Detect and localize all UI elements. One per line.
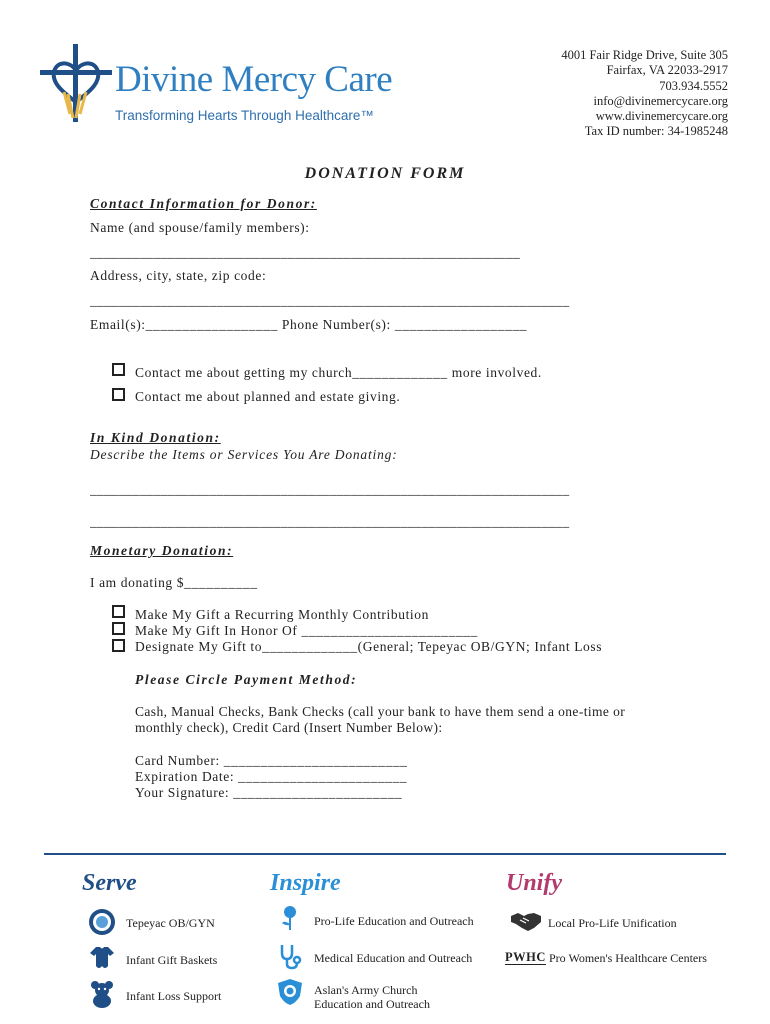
- address-label: Address, city, state, zip code:: [90, 268, 267, 283]
- lion-shield-icon: [276, 978, 304, 1006]
- unify-title: Unify: [506, 870, 562, 896]
- designate-label: Designate My Gift to_____________(General; Tepeyac OB/GYN; Infant Loss: [135, 639, 603, 654]
- address-line-street: 4001 Fair Ridge Drive, Suite 305: [561, 48, 728, 62]
- church-checkbox[interactable]: [112, 363, 125, 376]
- contact-heading: Contact Information for Donor:: [90, 196, 317, 211]
- church-checkbox-label: Contact me about getting my church_____________ more involved.: [135, 365, 542, 380]
- inspire-item-prolife: Pro-Life Education and Outreach: [314, 914, 474, 928]
- teddy-bear-icon: [88, 980, 116, 1008]
- in-kind-heading: In Kind Donation:: [90, 430, 221, 445]
- monetary-heading: Monetary Donation:: [90, 543, 234, 558]
- inspire-item-medical: Medical Education and Outreach: [314, 951, 473, 965]
- unify-item-local: Local Pro-Life Unification: [548, 916, 677, 930]
- donation-amount-field[interactable]: I am donating $__________: [90, 575, 258, 590]
- signature-field[interactable]: Your Signature: _______________________: [135, 785, 403, 800]
- address-block: [561, 48, 728, 140]
- estate-checkbox[interactable]: [112, 388, 125, 401]
- form-title: DONATION FORM: [304, 165, 466, 182]
- brand-name: Divine Mercy Care: [115, 59, 393, 100]
- pwhc-logo: PWHC: [505, 950, 546, 964]
- name-field[interactable]: _____________________________________________________________: [90, 245, 521, 260]
- payment-heading: Please Circle Payment Method:: [135, 672, 358, 687]
- in-kind-field-2[interactable]: ____________________________________________________________________: [90, 514, 570, 529]
- address-field[interactable]: ____________________________________________________________________: [90, 293, 570, 308]
- inspire-item-aslans-army: Aslan's Army Church: [314, 983, 418, 997]
- email-phone-fields[interactable]: Email(s):__________________ Phone Number(s): __________________: [90, 317, 528, 332]
- tepeyac-circle-icon: [88, 908, 116, 936]
- serve-item-tepeyac: Tepeyac OB/GYN: [126, 916, 215, 930]
- serve-item-loss-support: Infant Loss Support: [126, 989, 222, 1003]
- rose-icon: [276, 904, 304, 932]
- serve-title: Serve: [82, 870, 137, 896]
- unify-item-pwhc: Pro Women's Healthcare Centers: [549, 951, 707, 965]
- honor-label: Make My Gift In Honor Of ________________________: [135, 623, 478, 638]
- in-kind-field-1[interactable]: ____________________________________________________________________: [90, 482, 570, 497]
- website-link[interactable]: www.divinemercycare.org: [595, 109, 728, 124]
- stethoscope-icon: [276, 942, 304, 970]
- designate-checkbox[interactable]: [112, 639, 125, 652]
- brand-tagline: Transforming Hearts Through Healthcare™: [115, 108, 374, 123]
- address-line-city: Fairfax, VA 22033-2917: [606, 63, 728, 78]
- recurring-checkbox[interactable]: [112, 605, 125, 618]
- serve-item-baskets: Infant Gift Baskets: [126, 953, 218, 967]
- recurring-label: Make My Gift a Recurring Monthly Contribution: [135, 607, 429, 622]
- payment-methods-line-1: Cash, Manual Checks, Bank Checks (call your bank to have them send a one-time or: [135, 704, 626, 719]
- onesie-icon: [88, 944, 116, 972]
- tax-id: Tax ID number: 34-1985248: [584, 124, 728, 139]
- name-label: Name (and spouse/family members):: [90, 220, 310, 235]
- in-kind-subheading: Describe the Items or Services You Are Donating:: [90, 447, 398, 462]
- logo-cross-heart-icon: [40, 44, 112, 122]
- expiration-date-field[interactable]: Expiration Date: _______________________: [135, 769, 408, 784]
- inspire-title: Inspire: [270, 870, 341, 896]
- honor-checkbox[interactable]: [112, 622, 125, 635]
- email-address[interactable]: info@divinemercycare.org: [593, 93, 728, 108]
- phone-number: 703.934.5552: [659, 78, 728, 93]
- handshake-icon: [510, 910, 542, 932]
- payment-methods-line-2: monthly check), Credit Card (Insert Number Below):: [135, 720, 443, 735]
- estate-checkbox-label: Contact me about planned and estate giving.: [135, 389, 401, 404]
- inspire-item-aslans-education: Education and Outreach: [314, 997, 430, 1011]
- footer-divider: [44, 853, 726, 855]
- card-number-field[interactable]: Card Number: _________________________: [135, 753, 408, 768]
